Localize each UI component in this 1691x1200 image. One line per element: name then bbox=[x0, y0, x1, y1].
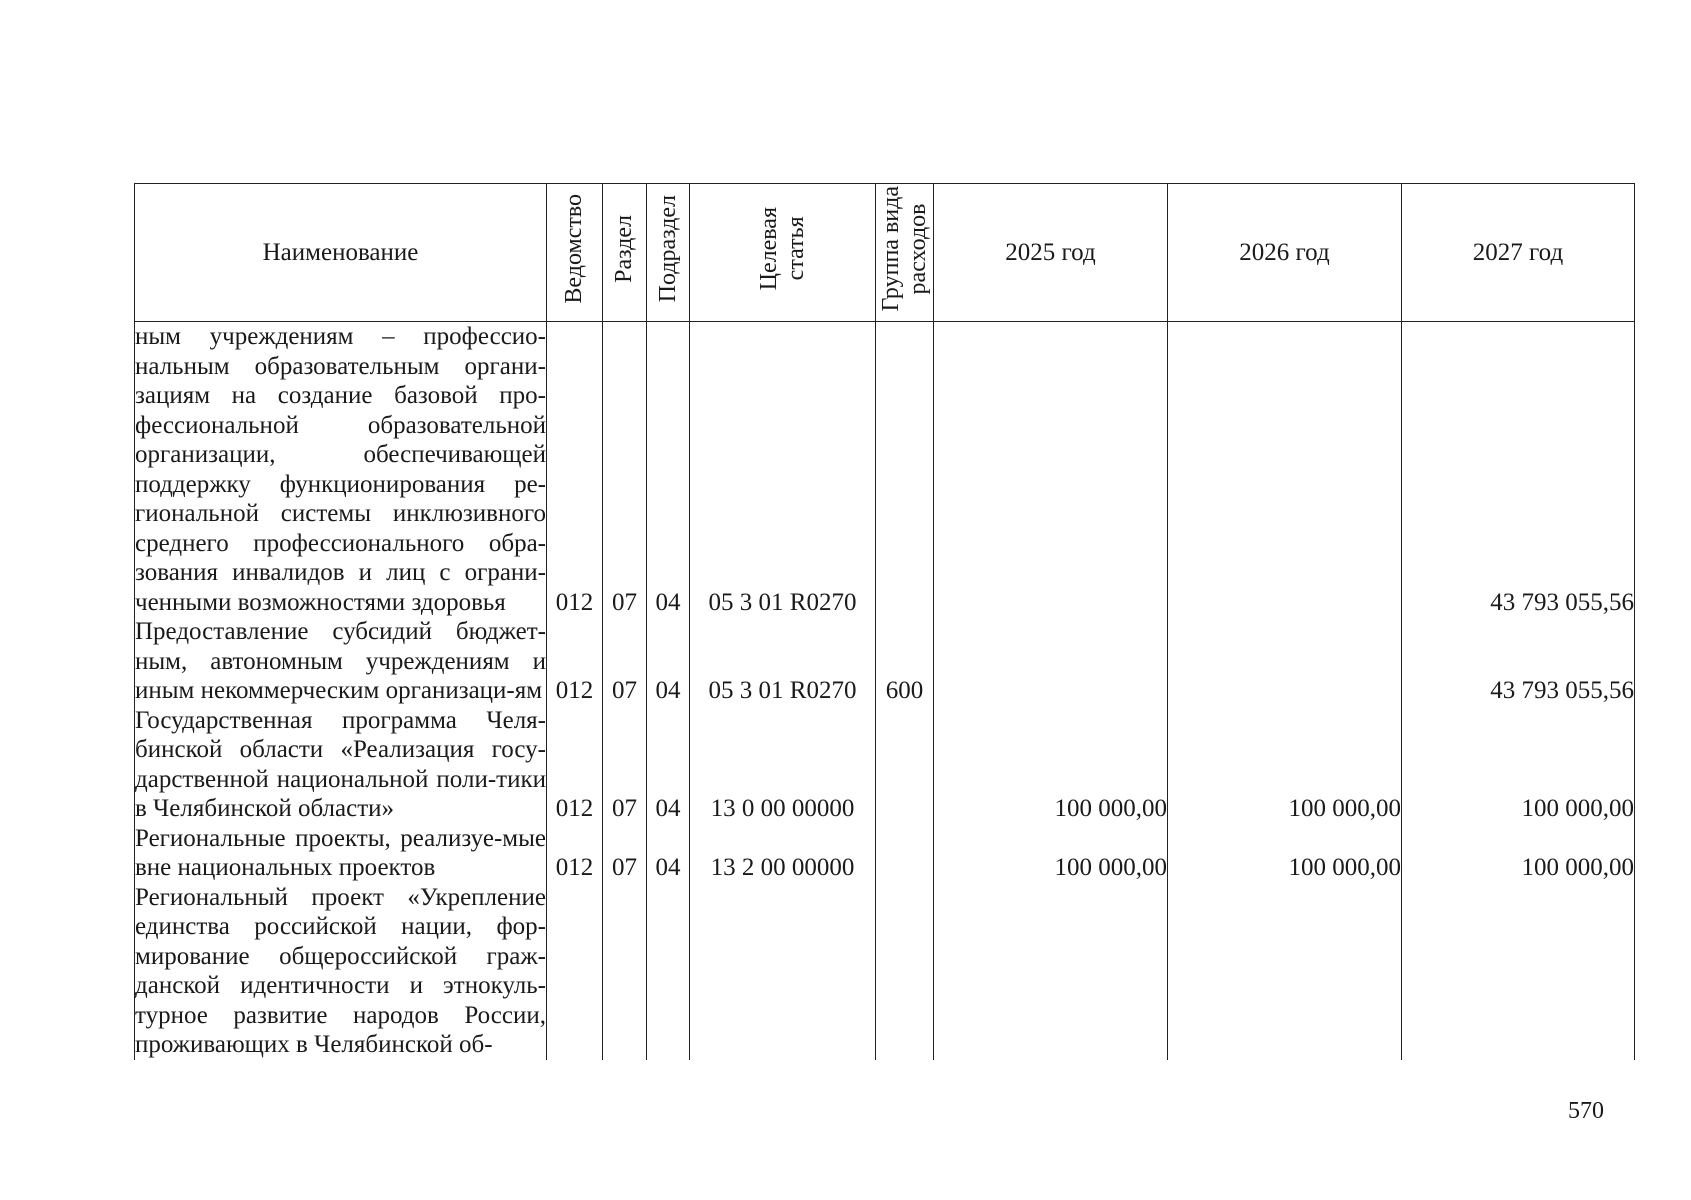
row-name: ным учреждениям – профессио-нальным образовательным органи-зациям на создание базовой про-фессиональной образовательной организации, обеспечивающей поддержку функционирования ре-гиональной системы инклюзивного среднего профессионального обра-зования инвалидов и лиц с ограни-ченными возможностями здоровья bbox=[135, 323, 546, 616]
header-subsection-label: Подраздел bbox=[654, 195, 681, 303]
row-expense-group bbox=[876, 322, 934, 618]
row-section: 07 bbox=[603, 617, 647, 706]
header-year-2026 bbox=[1168, 184, 1402, 322]
row-subsection: 04 bbox=[647, 824, 690, 883]
row-target-article: 05 3 01 R0270 bbox=[690, 617, 876, 706]
header-section-label: Раздел bbox=[611, 215, 637, 283]
header-name-label: Наименование bbox=[262, 238, 419, 266]
row-subsection: 04 bbox=[647, 322, 690, 618]
table-row bbox=[135, 824, 1635, 883]
row-name: Региональные проекты, реализуе-мые вне национальных проектов bbox=[135, 824, 546, 881]
row-department: 012 bbox=[547, 824, 603, 883]
row-department: 012 bbox=[547, 706, 603, 824]
row-section bbox=[603, 883, 647, 1060]
row-name: Предоставление субсидий бюджет-ным, автономным учреждениям и иным некоммерческим организаци-ям bbox=[135, 618, 546, 704]
row-2026: 100 000,00 bbox=[1168, 824, 1402, 883]
header-name bbox=[135, 184, 547, 322]
row-subsection: 04 bbox=[647, 706, 690, 824]
row-name: Государственная программа Челя-бинской области «Реализация госу-дарственной национальной поли-тики в Челябинской области» bbox=[135, 706, 546, 822]
header-target-article bbox=[690, 184, 876, 322]
header-section bbox=[603, 184, 647, 322]
header-year-2027-label: 2027 год bbox=[1472, 238, 1564, 266]
header-subsection bbox=[647, 184, 690, 322]
row-2025: 100 000,00 bbox=[934, 706, 1168, 824]
row-2025 bbox=[934, 322, 1168, 618]
header-expense-group-line2: расходов bbox=[904, 203, 931, 295]
row-2027: 100 000,00 bbox=[1402, 706, 1635, 824]
header-department-label: Ведомство bbox=[561, 194, 587, 304]
header-expense-group-line1: Группа вида bbox=[877, 186, 904, 312]
row-section: 07 bbox=[603, 824, 647, 883]
row-target-article: 13 0 00 00000 bbox=[690, 706, 876, 824]
row-target-article: 13 2 00 00000 bbox=[690, 824, 876, 883]
row-2027: 100 000,00 bbox=[1402, 824, 1635, 883]
table-row bbox=[135, 322, 1635, 618]
row-target-article: 05 3 01 R0270 bbox=[690, 322, 876, 618]
page-number: 570 bbox=[1568, 1098, 1604, 1124]
row-expense-group bbox=[876, 883, 934, 1060]
row-name: Региональный проект «Укрепление единства российской нации, фор-мирование общероссийской граж-данской идентичности и этнокуль-турное развитие народов России, проживающих в Челябинской об- bbox=[135, 883, 546, 1058]
header-year-2025-label: 2025 год bbox=[1005, 238, 1096, 266]
row-2026 bbox=[1168, 883, 1402, 1060]
row-2025 bbox=[934, 883, 1168, 1060]
row-department: 012 bbox=[547, 617, 603, 706]
header-target-article-line2: статья bbox=[782, 217, 809, 281]
table-row bbox=[135, 617, 1635, 706]
row-expense-group bbox=[876, 824, 934, 883]
row-subsection bbox=[647, 883, 690, 1060]
header-department bbox=[547, 184, 603, 322]
table-header-row bbox=[135, 184, 1635, 322]
header-expense-group-label bbox=[878, 186, 932, 311]
row-department bbox=[547, 883, 603, 1060]
row-2027: 43 793 055,56 bbox=[1402, 617, 1635, 706]
header-target-article-label bbox=[756, 207, 810, 290]
row-2026: 100 000,00 bbox=[1168, 706, 1402, 824]
header-year-2025 bbox=[934, 184, 1168, 322]
row-section: 07 bbox=[603, 322, 647, 618]
budget-table bbox=[134, 183, 1635, 1060]
header-year-2027 bbox=[1402, 184, 1635, 322]
table-row bbox=[135, 706, 1635, 824]
table-row bbox=[135, 883, 1635, 1060]
row-expense-group: 600 bbox=[876, 617, 934, 706]
row-2027: 43 793 055,56 bbox=[1402, 322, 1635, 618]
row-2025: 100 000,00 bbox=[934, 824, 1168, 883]
header-target-article-line1: Целевая bbox=[755, 207, 782, 291]
row-subsection: 04 bbox=[647, 617, 690, 706]
row-2027 bbox=[1402, 883, 1635, 1060]
row-2026 bbox=[1168, 617, 1402, 706]
header-year-2026-label: 2026 год bbox=[1239, 238, 1330, 266]
header-expense-group bbox=[876, 184, 934, 322]
row-section: 07 bbox=[603, 706, 647, 824]
row-department: 012 bbox=[547, 322, 603, 618]
row-expense-group bbox=[876, 706, 934, 824]
row-2025 bbox=[934, 617, 1168, 706]
row-target-article bbox=[690, 883, 876, 1060]
row-2026 bbox=[1168, 322, 1402, 618]
